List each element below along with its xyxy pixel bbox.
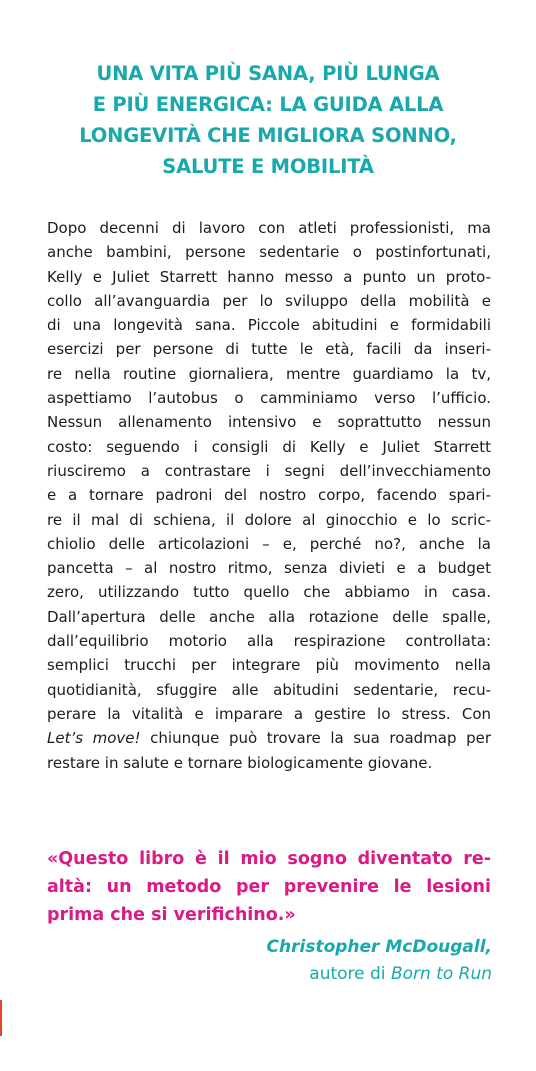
blurb-line: collo all’avanguardia per lo sviluppo della mobilità e — [47, 291, 491, 310]
author-role — [267, 961, 492, 988]
blurb-line: perare la vitalità e imparare a gestire lo stress. Con — [47, 704, 491, 723]
blurb-line: esercizi per persone di tutte le età, facili da inseri- — [47, 340, 491, 359]
pull-quote — [47, 845, 491, 929]
blurb-line-rest: chiunque può trovare la sua roadmap per — [140, 729, 491, 748]
blurb-line: Kelly e Juliet Starrett hanno messo a punto un proto- — [47, 267, 491, 286]
quote-line: «Questo libro è il mio sogno diventato re- — [47, 849, 491, 869]
quote-author: Christopher McDougall, — [266, 937, 492, 957]
blurb-line: Dall’apertura delle anche alla rotazione delle spalle, — [47, 607, 491, 626]
quote-attribution — [267, 934, 492, 988]
blurb-line: anche bambini, persone sedentarie o postinfortunati, — [47, 243, 491, 262]
blurb-line: restare in salute e tornare biologicamente giovane. — [47, 753, 433, 772]
blurb-line: Nessun allenamento intensivo e soprattutto nessun — [47, 413, 491, 432]
headline-line: SALUTE E MOBILITÀ — [162, 155, 374, 178]
blurb-line: di una longevità sana. Piccole abitudini e formidabili — [47, 316, 491, 335]
blurb-line: re il mal di schiena, il dolore al ginocchio e lo scric- — [47, 510, 491, 529]
edge-mark — [0, 1000, 2, 1036]
blurb-line: riusciremo a contrastare i segni dell’invecchiamento — [47, 461, 491, 480]
quote-line: altà: un metodo per prevenire le lesioni — [47, 877, 491, 897]
blurb-line: quotidianità, sfuggire alle abitudini sedentarie, recu- — [47, 680, 491, 699]
blurb-line: Dopo decenni di lavoro con atleti professionisti, ma — [47, 219, 491, 237]
blurb-line: pancetta – al nostro ritmo, senza divieti e a budget — [47, 559, 491, 578]
author-book-title: Born to Run — [390, 964, 492, 984]
blurb-line — [47, 726, 491, 750]
blurb-line: e a tornare padroni del nostro corpo, facendo spari- — [47, 486, 491, 505]
headline — [40, 58, 496, 182]
blurb-line: chiolio delle articolazioni – e, perché no?, anche la — [47, 534, 491, 553]
headline-line: E PIÙ ENERGICA: LA GUIDA ALLA — [92, 93, 444, 116]
blurb-line: costo: seguendo i consigli di Kelly e Juliet Starrett — [47, 437, 491, 456]
book-title-inline: Let’s move! — [47, 729, 141, 748]
blurb-line: re nella routine giornaliera, mentre guardiamo la tv, — [47, 364, 491, 383]
blurb-line: aspettiamo l’autobus o camminiamo verso l’ufficio. — [47, 389, 491, 408]
quote-line: prima che si verifichino.» — [47, 905, 296, 925]
headline-line: LONGEVITÀ CHE MIGLIORA SONNO, — [79, 124, 457, 147]
blurb-line: zero, utilizzando tutto quello che abbiamo in casa. — [47, 583, 491, 602]
blurb-paragraph — [47, 216, 491, 775]
author-role-prefix: autore di — [309, 964, 391, 984]
headline-line: UNA VITA PIÙ SANA, PIÙ LUNGA — [96, 62, 440, 85]
blurb-line: semplici trucchi per integrare più movimento nella — [47, 656, 491, 675]
blurb-line: dall’equilibrio motorio alla respirazione controllata: — [47, 632, 491, 651]
